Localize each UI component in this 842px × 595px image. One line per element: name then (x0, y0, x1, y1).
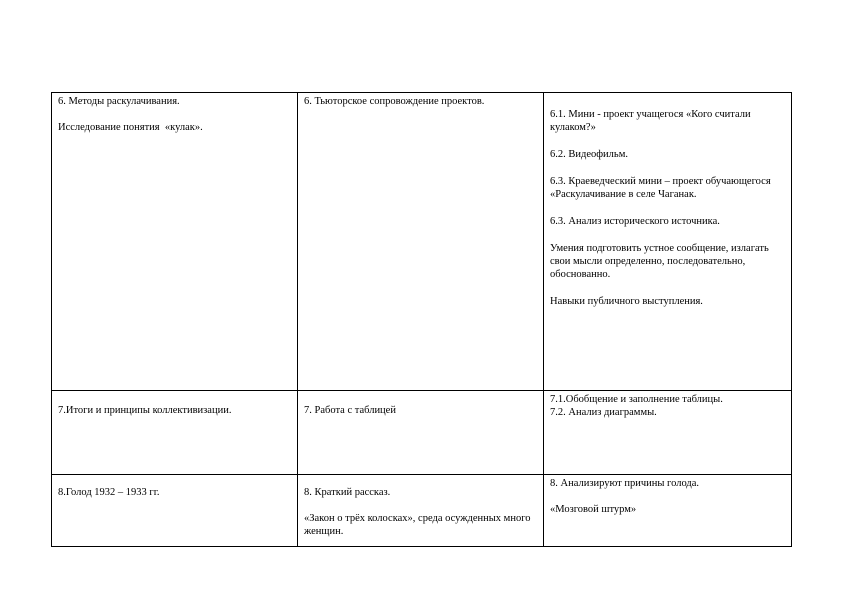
cell-text: «Закон о трёх колосках», среда осужденных много женщин. (304, 513, 534, 537)
table-row (52, 93, 792, 391)
lesson-plan-table (51, 92, 792, 547)
cell-text: 6.2. Видеофильм. (550, 149, 628, 160)
cell-text: 6.3. Краеведческий мини – проект обучающегося «Раскулачивание в селе Чаганак. (550, 176, 774, 200)
cell-text: Умения подготовить устное сообщение, излагать свои мысли определенно, последовательно, обоснованно. (550, 243, 772, 280)
cell-text: 6.3. Анализ исторического источника. (550, 216, 720, 227)
table-cell (544, 475, 792, 547)
cell-text: 7.1.Обобщение и заполнение таблицы. (550, 394, 723, 405)
cell-text: 7.2. Анализ диаграммы. (550, 407, 657, 418)
cell-text: 6. Методы раскулачивания. (58, 96, 180, 107)
table-cell (52, 475, 298, 547)
cell-text: Навыки публичного выступления. (550, 296, 703, 307)
cell-text: 8.Голод 1932 – 1933 гг. (58, 487, 160, 498)
cell-text: «Мозговой штурм» (550, 504, 637, 515)
cell-text: 6. Тьюторское сопровождение проектов. (304, 96, 485, 107)
cell-text: 8. Краткий рассказ. (304, 487, 391, 498)
table-row (52, 475, 792, 547)
table-row (52, 391, 792, 475)
table-cell (544, 93, 792, 391)
table-cell (52, 391, 298, 475)
table-cell (298, 93, 544, 391)
cell-text: 7.Итоги и принципы коллективизации. (58, 405, 232, 416)
cell-text: 8. Анализируют причины голода. (550, 478, 700, 489)
table-cell (52, 93, 298, 391)
table-cell (544, 391, 792, 475)
cell-text: Исследование понятия «кулак». (58, 122, 203, 133)
table-cell (298, 475, 544, 547)
cell-text: 6.1. Мини - проект учащегося «Кого считали кулаком?» (550, 109, 754, 133)
table-cell (298, 391, 544, 475)
cell-text: 7. Работа с таблицей (304, 405, 396, 416)
